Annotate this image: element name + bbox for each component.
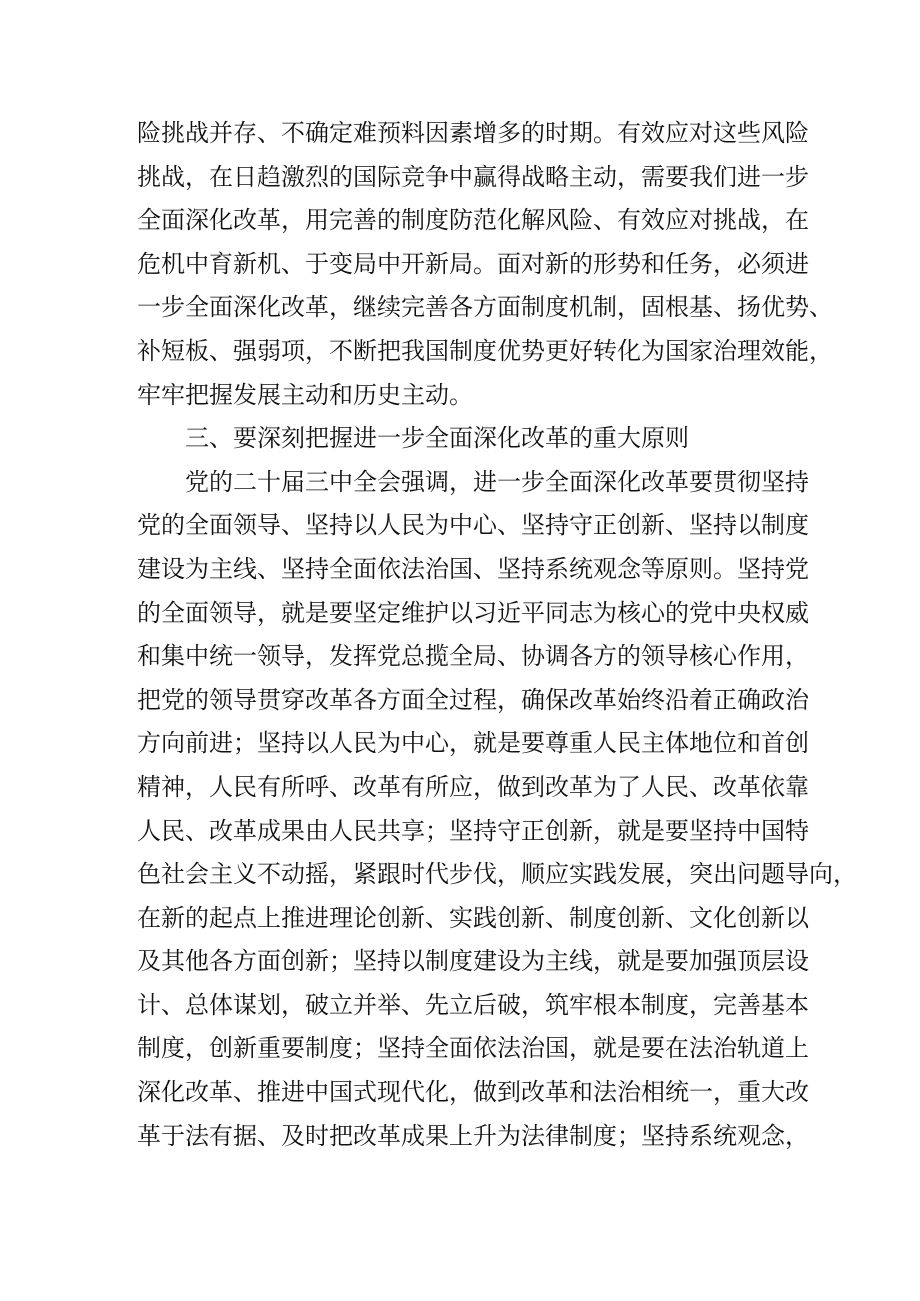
paragraph-1 — [137, 112, 833, 417]
text-line: 及其他各方面创新；坚持以制度建设为主线，就是要加强顶层设 — [137, 947, 809, 976]
text-line: 一步全面深化改革，继续完善各方面制度机制，固根基、扬优势、 — [137, 293, 833, 322]
text-line: 色社会主义不动摇，紧跟时代步伐，顺应实践发展，突出问题导向， — [137, 860, 857, 889]
text-line: 和集中统一领导，发挥党总揽全局、协调各方的领导核心作用， — [137, 642, 809, 671]
text-line: 深化改革、推进中国式现代化，做到改革和法治相统一，重大改 — [137, 1078, 809, 1107]
text-line: 计、总体谋划，破立并举、先立后破，筑牢根本制度，完善基本 — [137, 990, 809, 1019]
document-body — [137, 112, 857, 1158]
text-line: 的全面领导，就是要坚定维护以习近平同志为核心的党中央权威 — [137, 598, 809, 627]
text-line: 方向前进；坚持以人民为中心，就是要尊重人民主体地位和首创 — [137, 729, 809, 758]
text-line: 牢牢把握发展主动和历史主动。 — [137, 380, 473, 409]
text-line: 党的二十届三中全会强调，进一步全面深化改革要贯彻坚持 — [185, 467, 809, 496]
text-line: 危机中育新机、于变局中开新局。面对新的形势和任务，必须进 — [137, 249, 809, 278]
text-line: 党的全面领导、坚持以人民为中心、坚持守正创新、坚持以制度 — [137, 511, 809, 540]
text-line: 建设为主线、坚持全面依法治国、坚持系统观念等原则。坚持党 — [137, 554, 809, 583]
text-line: 精神，人民有所呼、改革有所应，做到改革为了人民、改革依靠 — [137, 772, 809, 801]
text-line: 险挑战并存、不确定难预料因素增多的时期。有效应对这些风险 — [137, 119, 809, 147]
text-line: 全面深化改革，用完善的制度防范化解风险、有效应对挑战，在 — [137, 206, 809, 235]
text-line: 补短板、强弱项，不断把我国制度优势更好转化为国家治理效能， — [137, 336, 833, 365]
text-line: 人民、改革成果由人民共享；坚持守正创新，就是要坚持中国特 — [137, 816, 809, 845]
text-line: 把党的领导贯穿改革各方面全过程，确保改革始终沿着正确政治 — [137, 685, 809, 714]
text-line: 挑战，在日趋激烈的国际竞争中赢得战略主动，需要我们进一步 — [137, 162, 809, 191]
text-line: 制度，创新重要制度；坚持全面依法治国，就是要在法治轨道上 — [137, 1034, 809, 1063]
text-line: 在新的起点上推进理论创新、实践创新、制度创新、文化创新以 — [137, 903, 809, 932]
paragraph-2 — [137, 461, 857, 1159]
text-line: 革于法有据、及时把改革成果上升为法律制度；坚持系统观念， — [137, 1121, 809, 1150]
section-heading: 三、要深刻把握进一步全面深化改革的重大原则 — [185, 424, 689, 453]
